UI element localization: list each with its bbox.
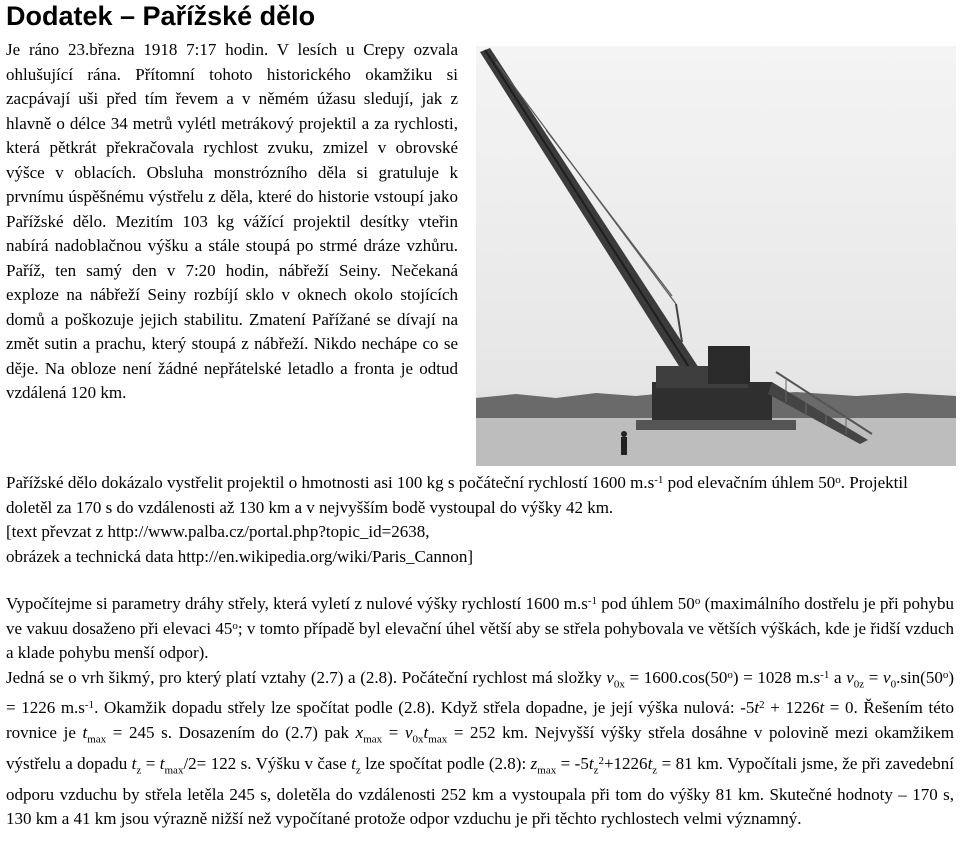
calculation-paragraph: Vypočítejme si parametry dráhy střely, která vyletí z nulové výšky rychlostí 1600 $m.s^{-1}$ pod úhlem 50$^o$ (maximálního dostřelu je při pohybu ve vakuu dosaženo při elevaci 45$^o$; v tomto případě byl elevační úhel větší aby se střela pohybovala ve větších výškách, kde je řidší vzduch a klade pohybu menší odpor). Jedná se o vrh šikmý, pro který platí vztahy (2.7) a (2.8). Počáteční rychlost má složky $v_{0x} = 1600.\cos(50^o) = 1028$ $m.s^{-1}$ a $v_{0z} = v_0.\sin(50^o) = 1226$ $m.s^{-1}$. Okamžik dopadu střely lze spočítat podle (2.8). Když střela dopadne, je její výška nulová: $-5t^2 + 1226t = 0$. Řešením této rovnice je $t_{max} = 245$ s. Dosazením do (2.7) pak $x_{max} = v_{0x}t_{max} = 252$ km. Nejvyšší výšky střela dosáhne v polovině mezi okamžikem výstřelu a dopadu $t_z = t_{max}/2= 122$ s. Výšku v čase $t_z$ lze spočítat podle (2.8): $z_{max} = -5t_z^2+1226t_z = 81$ km. Vypočítali jsme, že při zavedební odporu vzduchu by střela letěla 245 s, doletěla do vzdálenosti 252 km a vystoupala při tom do výšky 81 km. Skutečné hodnoty – 170 s, 130 km a 41 km jsou výrazně nižší než vypočítané protože odpor vzduchu je při těchto rychlostech velmi významný. [6,594,955,829]
source-citation [6,520,954,569]
paris-gun-photo [476,46,956,466]
technical-data-paragraph: Pařížské dělo dokázalo vystřelit projektil o hmotnosti asi 100 kg s počáteční rychlostí 1600 $m.s^{-1}$ pod elevačním úhlem 50$^o$. Projektil doletěl za 170 s do vzdálenosti až 130 km a v nejvyšším bodě vystoupal do výšky 42 km. [6,473,908,517]
source-line-text: [text převzat z http://www.palba.cz/portal.php?topic_id=2638, [6,522,430,541]
page-title: Dodatek – Pařížské dělo [6,1,316,31]
intro-paragraph: Je ráno 23.března 1918 7:17 hodin. V lesích u Crepy ozvala ohlušující rána. Přítomní tohoto historického okamžiku si zacpávají uši před tím řevem a v němém úžasu sledují, jak z hlavně o délce 34 metrů vylétl metrákový projektil a za rychlosti, která pětkrát překračovala rychlost zvuku, zmizel v obrovské výšce v oblacích. Obsluha monstrózního děla si gratuluje k prvnímu úspěšnému výstřelu z děla, které do historie vstoupí jako Pařížské dělo. Mezitím 103 kg vážící projektil desítky vteřin nabírá nadoblačnou výšku a stále stoupá po strmé dráze vzhůru. Paříž, ten samý den v 7:20 hodin, nábřeží Seiny. Nečekaná exploze na nábřeží Seiny rozbíjí sklo v oknech okolo stojících domů a poškozuje jejich stabilitu. Zmatení Pařížané se dívají na změt sutin a prachu, který stoupá z nábřeží. Nikdo nechápe co se děje. Na obloze není žádné nepřátelské letadlo a fronta je odtud vzdálená 120 km. [6,40,458,402]
source-line-image: obrázek a technická data http://en.wikipedia.org/wiki/Paris_Cannon] [6,546,474,566]
